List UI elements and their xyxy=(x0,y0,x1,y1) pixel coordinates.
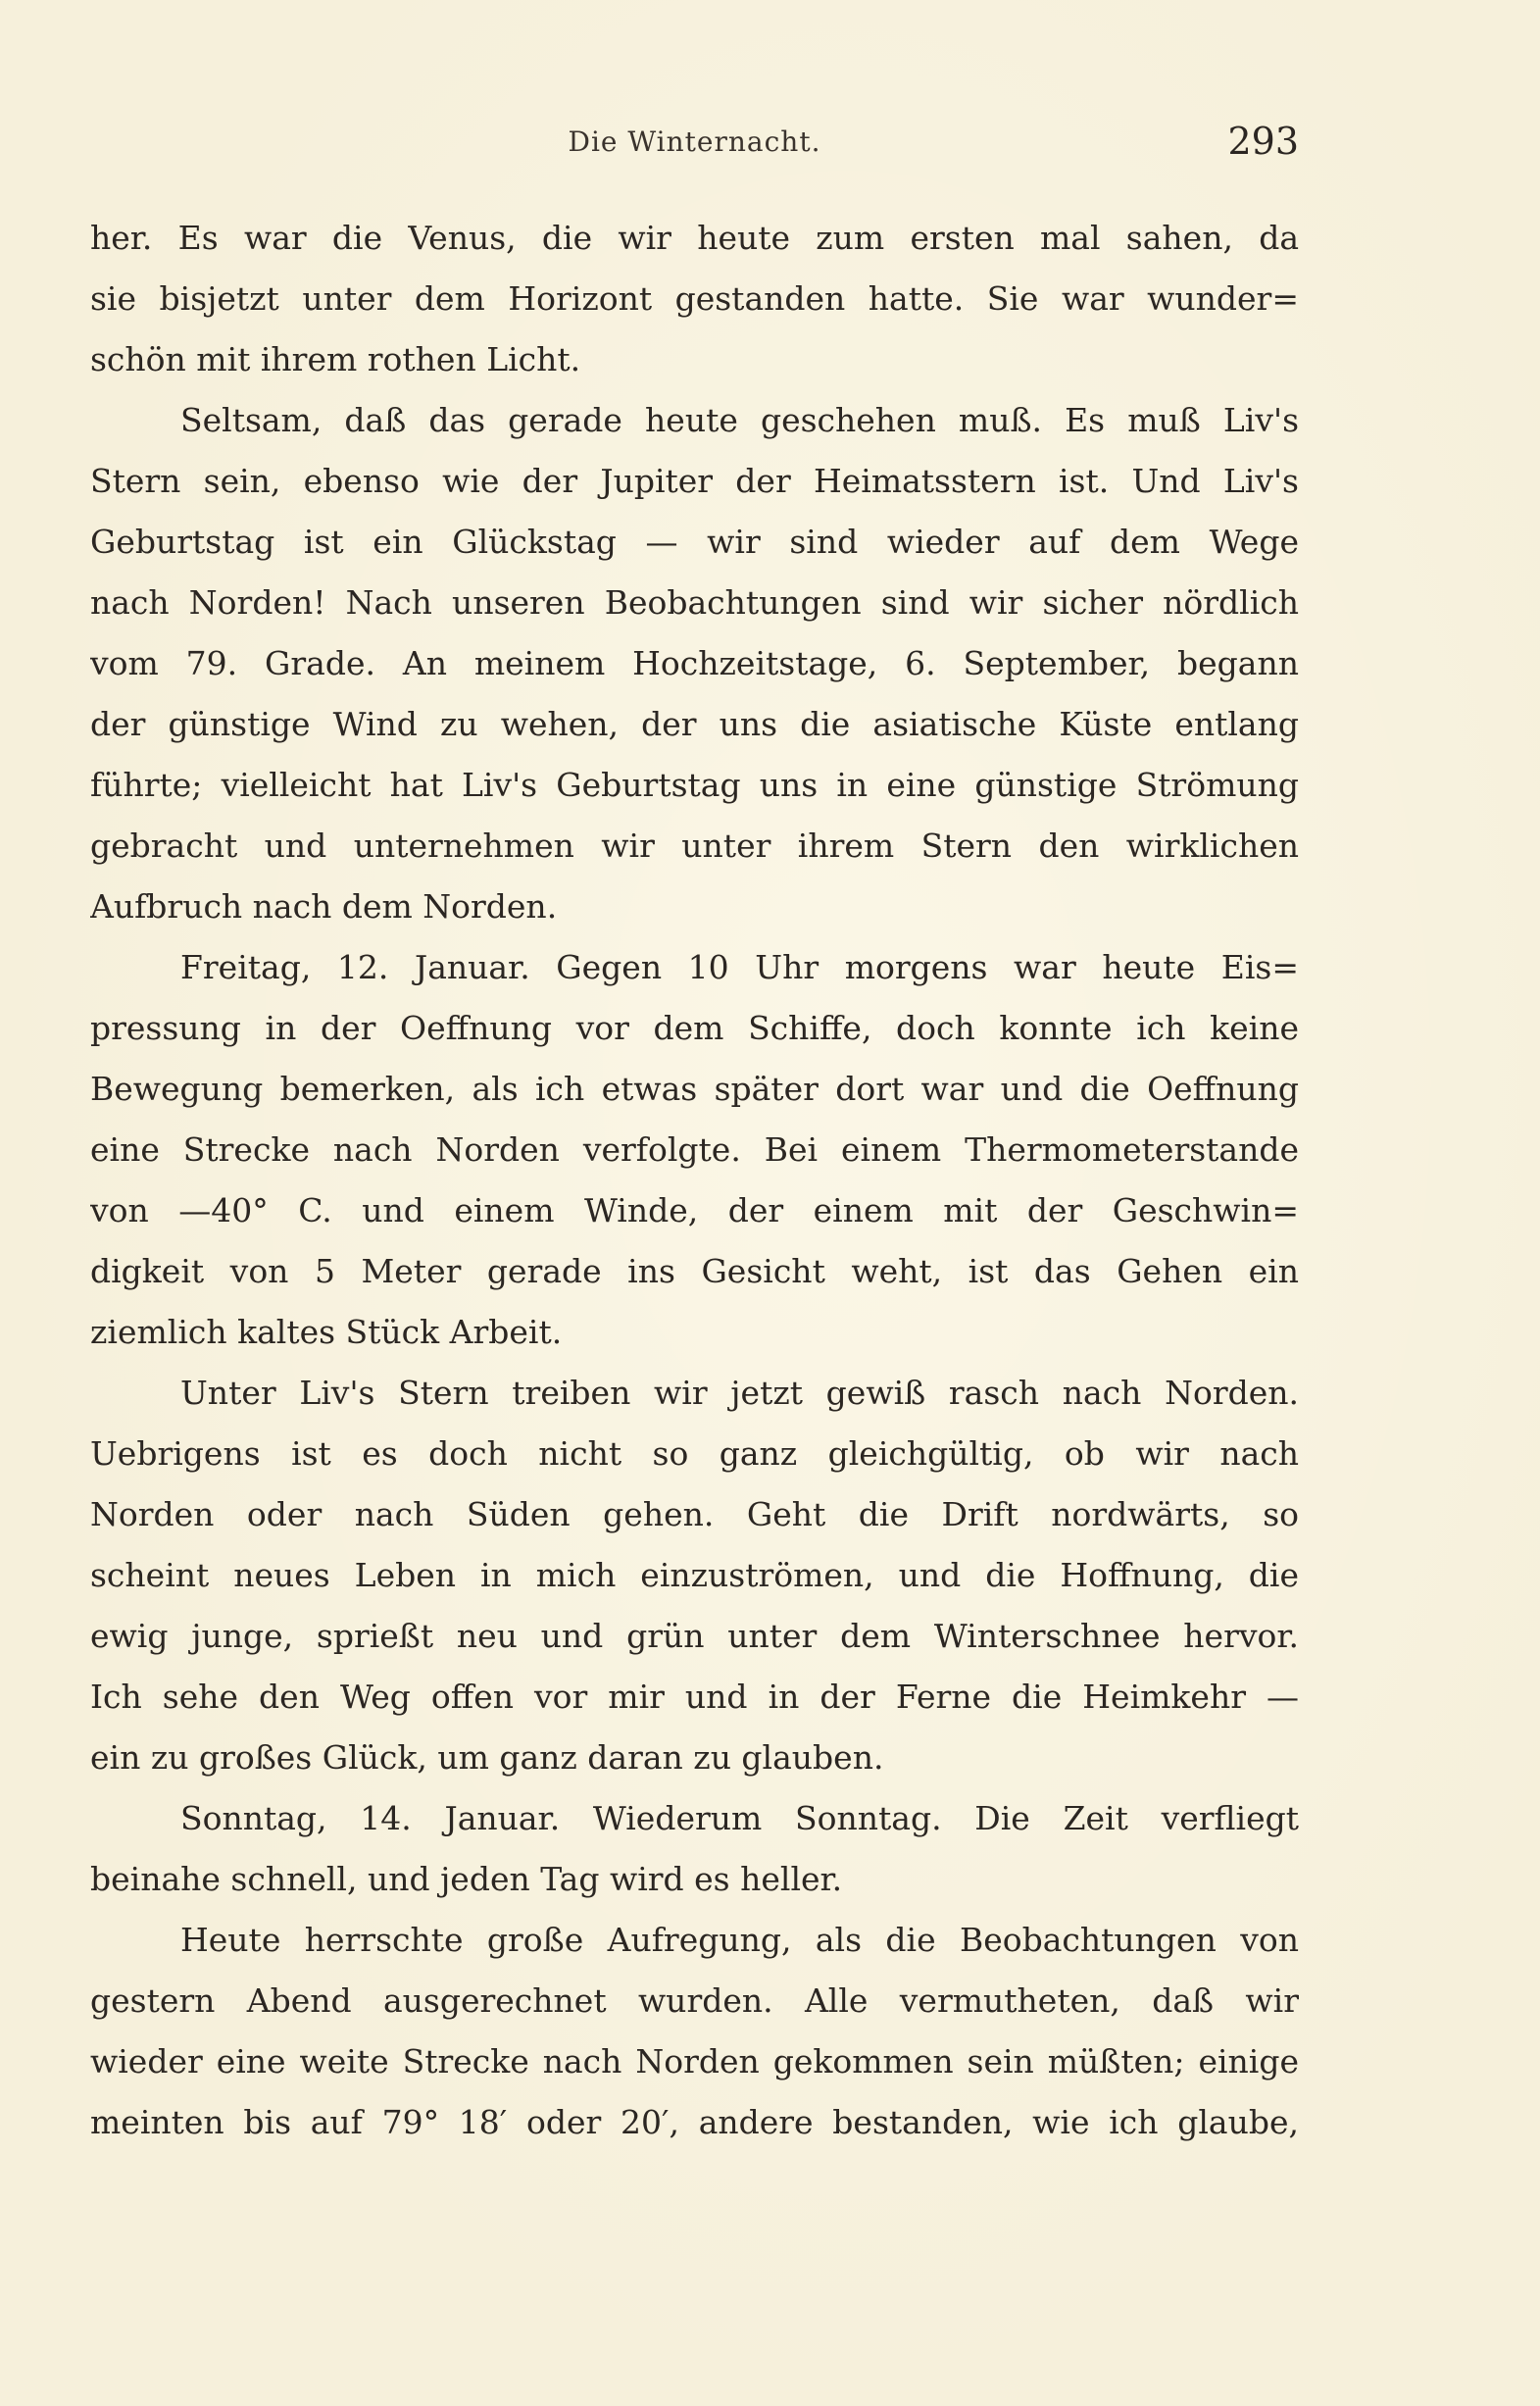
text-line: Geburtstag ist ein Glückstag — wir sind wieder auf dem Wege xyxy=(90,523,1299,561)
page-number: 293 xyxy=(1227,120,1299,163)
text-line: her. Es war die Venus, die wir heute zum ersten mal sahen, da xyxy=(90,219,1299,257)
text-line: der günstige Wind zu wehen, der uns die asiatische Küste entlang xyxy=(90,705,1299,743)
text-line: gebracht und unternehmen wir unter ihrem Stern den wirklichen xyxy=(90,827,1299,865)
text-line: Norden oder nach Süden gehen. Geht die Drift nordwärts, so xyxy=(90,1495,1299,1533)
text-line: meinten bis auf 79° 18′ oder 20′, andere bestanden, wie ich glaube, xyxy=(90,2103,1299,2141)
text-line: digkeit von 5 Meter gerade ins Gesicht weht, ist das Gehen ein xyxy=(90,1252,1299,1290)
text-line: Sonntag, 14. Januar. Wiederum Sonntag. Die Zeit verfliegt xyxy=(180,1799,1299,1837)
body-text xyxy=(90,208,1299,2153)
text-line: Stern sein, ebenso wie der Jupiter der Heimatsstern ist. Und Liv's xyxy=(90,462,1299,500)
text-line: nach Norden! Nach unseren Beobachtungen sind wir sicher nördlich xyxy=(90,583,1299,622)
text-line: beinahe schnell, und jeden Tag wird es heller. xyxy=(90,1860,843,1898)
text-line: eine Strecke nach Norden verfolgte. Bei einem Thermometerstande xyxy=(90,1130,1299,1169)
text-line: Aufbruch nach dem Norden. xyxy=(90,887,558,926)
text-line: sie bisjetzt unter dem Horizont gestanden hatte. Sie war wunder= xyxy=(90,279,1299,318)
page-header xyxy=(90,116,1299,175)
text-line: Ich sehe den Weg offen vor mir und in der Ferne die Heimkehr — xyxy=(90,1678,1299,1716)
text-line: vom 79. Grade. An meinem Hochzeitstage, 6. September, begann xyxy=(90,644,1299,682)
text-line: wieder eine weite Strecke nach Norden gekommen sein müßten; einige xyxy=(90,2042,1299,2080)
text-line: Uebrigens ist es doch nicht so ganz gleichgültig, ob wir nach xyxy=(90,1434,1299,1473)
text-line: ewig junge, sprießt neu und grün unter dem Winterschnee hervor. xyxy=(90,1617,1299,1655)
text-line: ziemlich kaltes Stück Arbeit. xyxy=(90,1313,563,1351)
text-line: ein zu großes Glück, um ganz daran zu glauben. xyxy=(90,1738,884,1777)
text-line: scheint neues Leben in mich einzuströmen, und die Hoffnung, die xyxy=(90,1556,1299,1594)
text-line: Bewegung bemerken, als ich etwas später dort war und die Oeffnung xyxy=(90,1070,1299,1108)
text-line: schön mit ihrem rothen Licht. xyxy=(90,340,581,378)
running-title: Die Winternacht. xyxy=(568,125,821,158)
text-line: Unter Liv's Stern treiben wir jetzt gewiß rasch nach Norden. xyxy=(180,1374,1299,1412)
text-line: führte; vielleicht hat Liv's Geburtstag uns in eine günstige Strömung xyxy=(90,766,1299,804)
text-line: gestern Abend ausgerechnet wurden. Alle vermutheten, daß wir xyxy=(90,1981,1299,2020)
text-line: von —40° C. und einem Winde, der einem mit der Geschwin= xyxy=(90,1191,1299,1229)
text-line: pressung in der Oeffnung vor dem Schiffe, doch konnte ich keine xyxy=(90,1009,1299,1047)
text-line: Seltsam, daß das gerade heute geschehen muß. Es muß Liv's xyxy=(180,401,1299,439)
text-line: Heute herrschte große Aufregung, als die Beobachtungen von xyxy=(180,1921,1299,1959)
text-line: Freitag, 12. Januar. Gegen 10 Uhr morgens war heute Eis= xyxy=(180,948,1299,986)
